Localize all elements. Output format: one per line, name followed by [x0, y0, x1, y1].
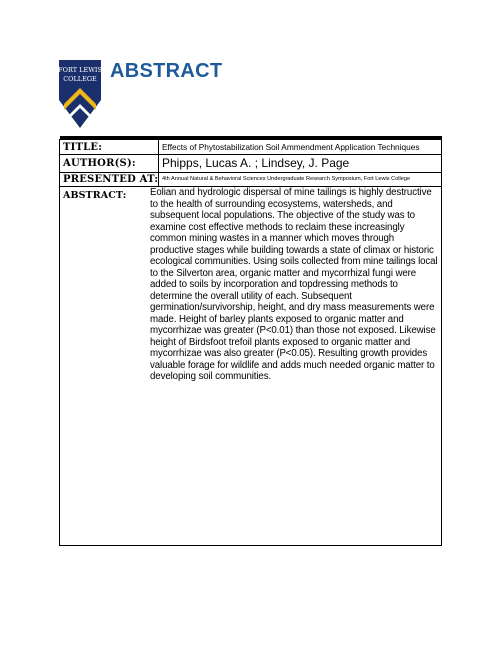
presented-label: PRESENTED AT:: [63, 173, 159, 185]
page-title: ABSTRACT: [110, 60, 223, 82]
abstract-label: ABSTRACT:: [63, 190, 127, 201]
logo-line1: FORT LEWIS: [59, 66, 101, 74]
authors-value: Phipps, Lucas A. ; Lindsey, J. Page: [162, 156, 350, 170]
column-divider: [158, 140, 159, 154]
column-divider: [158, 154, 159, 172]
abstract-form: [59, 139, 442, 546]
presented-value: 4th Annual Natural & Behavioral Sciences Undergraduate Research Symposium, Fort Lewis College: [162, 176, 411, 182]
authors-row: [60, 154, 441, 173]
title-value: Effects of Phytostabilization Soil Ammendment Application Techniques: [162, 142, 420, 152]
college-logo: [59, 60, 101, 128]
title-label: TITLE:: [63, 141, 103, 153]
abstract-text: Eolian and hydrologic dispersal of mine tailings is highly destructive to the health of surrounding ecosystems, watersheds, and subsequent local populations. The objective of the study was to examine cost effective methods to reclaim these increasingly common mining wastes in a manner which moves through productive stages while building towards a state of climax or historic ecological communities. Using soils collected from mine tailings local to the Silverton area, organic matter and mycorrhizal fungi were added to soils by incorporation and topdressing methods to determine the overall utility of each. Subsequent germination/survivorship, height, and dry mass measurements were made. Height of barley plants exposed to organic matter and mycorrhizae was greater (P<0.01) than those not exposed. Likewise height of Birdsfoot trefoil plants exposed to organic matter and mycorrhizae was also greater (P<0.05). Resulting growth provides valuable forage for wildlife and adds much needed organic matter to developing soil communities.: [150, 187, 438, 382]
title-row: [60, 140, 441, 155]
authors-label: AUTHOR(S):: [63, 157, 136, 169]
logo-line2: COLLEGE: [63, 75, 97, 83]
presented-row: [60, 172, 441, 187]
column-divider: [158, 172, 159, 186]
logo-graphic: [59, 60, 101, 128]
